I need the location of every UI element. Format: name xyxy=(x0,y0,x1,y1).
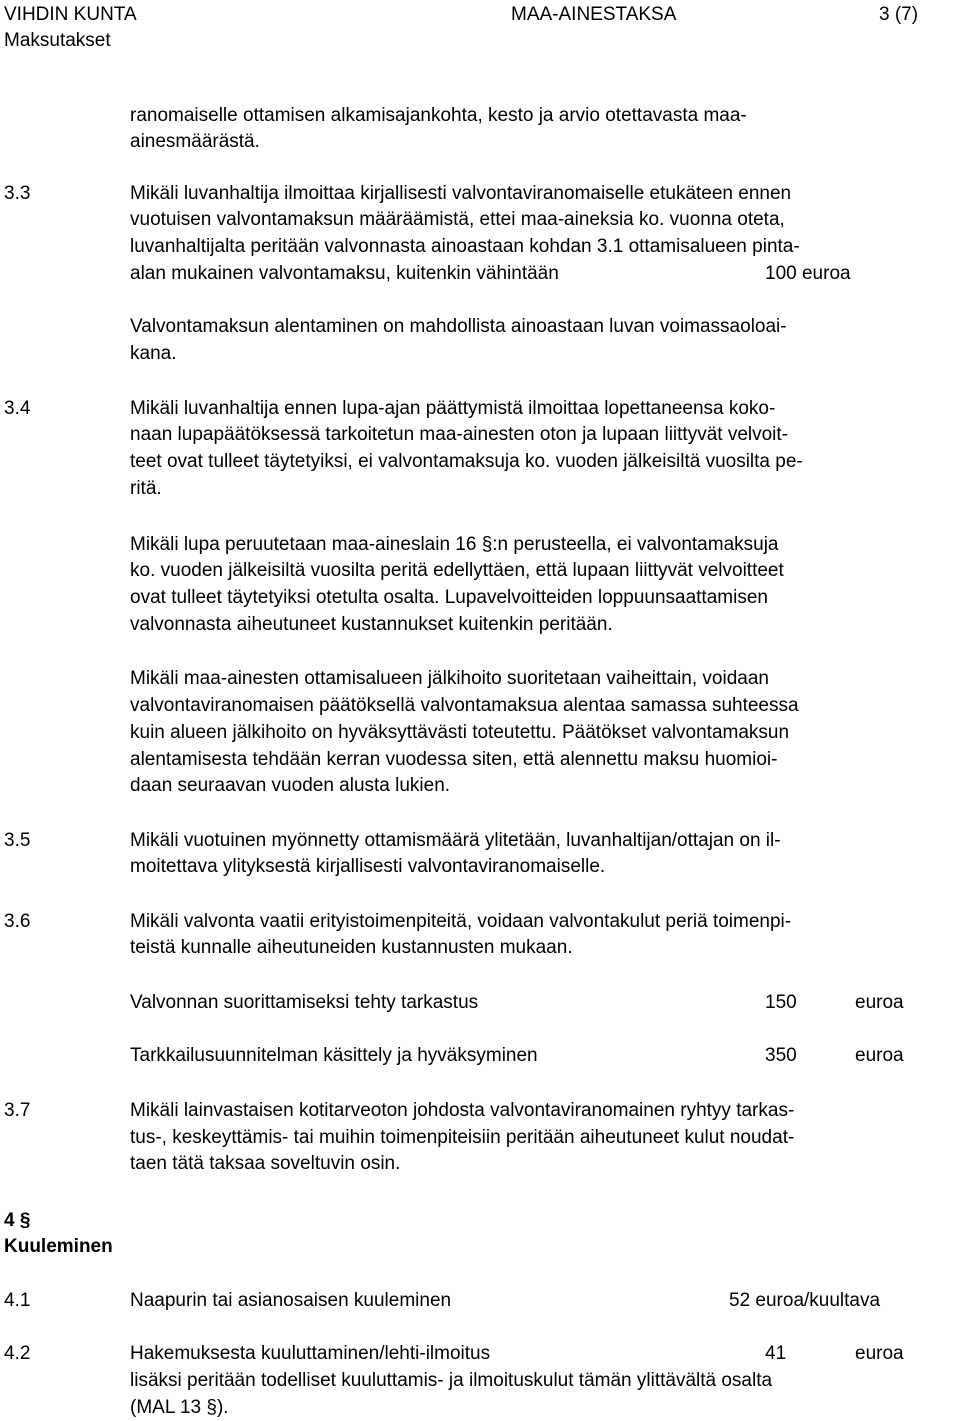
paragraph-line: Mikäli valvonta vaatii erityistoimenpiteitä, voidaan valvontakulut periä toimenpi- xyxy=(130,911,792,932)
fee-amount: 52 euroa/kuultava xyxy=(729,1290,881,1311)
section-number: 3.7 xyxy=(4,1100,31,1121)
paragraph-line: moitettava ylityksestä kirjallisesti valvontaviranomaiselle. xyxy=(130,856,606,877)
paragraph-line: lisäksi peritään todelliset kuuluttamis- ja ilmoituskulut tämän ylittävältä osalta xyxy=(130,1370,773,1391)
fee-label: Hakemuksesta kuuluttaminen/lehti-ilmoitus xyxy=(130,1343,491,1364)
header-subtitle: Maksutakset xyxy=(4,30,111,51)
fee-amount: 350 xyxy=(765,1045,797,1066)
fee-amount: 41 xyxy=(765,1343,787,1364)
paragraph-line: daan seuraavan vuoden alusta lukien. xyxy=(130,775,451,796)
paragraph-line: Mikäli luvanhaltija ilmoittaa kirjallisesti valvontaviranomaiselle etukäteen ennen xyxy=(130,183,792,204)
paragraph-line: valvonnasta aiheutuneet kustannukset kuitenkin peritään. xyxy=(130,614,613,635)
paragraph-line: Mikäli lupa peruutetaan maa-aineslain 16 §:n perusteella, ei valvontamaksuja xyxy=(130,534,779,555)
section-number: 4.1 xyxy=(4,1290,31,1311)
paragraph-line: tus-, keskeyttämis- tai muihin toimenpiteisiin peritään aiheutuneet kulut noudat- xyxy=(130,1127,795,1148)
section-number: 3.4 xyxy=(4,398,31,419)
paragraph-line: (MAL 13 §). xyxy=(130,1397,229,1418)
paragraph-line: Mikäli luvanhaltija ennen lupa-ajan päättymistä ilmoittaa lopettaneensa koko- xyxy=(130,398,776,419)
paragraph-line: Mikäli vuotuinen myönnetty ottamismäärä ylitetään, luvanhaltijan/ottajan on il- xyxy=(130,830,781,851)
paragraph-line: alan mukainen valvontamaksu, kuitenkin vähintään xyxy=(130,263,559,284)
fee-unit: euroa xyxy=(855,992,904,1013)
intro-line: ainesmäärästä. xyxy=(130,131,260,152)
section-number: 3.5 xyxy=(4,830,31,851)
paragraph-line: taen tätä taksaa soveltuvin osin. xyxy=(130,1153,401,1174)
header-page-number: 3 (7) xyxy=(879,4,919,25)
intro-line: ranomaiselle ottamisen alkamisajankohta, kesto ja arvio otettavasta maa- xyxy=(130,105,747,126)
paragraph-line: Mikäli maa-ainesten ottamisalueen jälkihoito suoritetaan vaiheittain, voidaan xyxy=(130,668,769,689)
paragraph-line: Mikäli lainvastaisen kotitarveoton johdosta valvontaviranomainen ryhtyy tarkas- xyxy=(130,1100,795,1121)
fee-label: Tarkkailusuunnitelman käsittely ja hyväksyminen xyxy=(130,1045,538,1066)
fee-unit: euroa xyxy=(855,1045,904,1066)
paragraph-line: Valvontamaksun alentaminen on mahdollista ainoastaan luvan voimassaoloai- xyxy=(130,316,787,337)
paragraph-line: alentamisesta tehdään kerran vuodessa siten, että alennettu maksu huomioi- xyxy=(130,749,778,770)
paragraph-line: luvanhaltijalta peritään valvonnasta ainoastaan kohdan 3.1 ottamisalueen pinta- xyxy=(130,236,800,257)
fee-label: Valvonnan suorittamiseksi tehty tarkastus xyxy=(130,992,479,1013)
section-heading-number: 4 § xyxy=(4,1210,31,1231)
section-number: 3.6 xyxy=(4,911,31,932)
header-org: VIHDIN KUNTA xyxy=(4,4,137,25)
fee-amount: 150 xyxy=(765,992,797,1013)
paragraph-line: kana. xyxy=(130,343,177,364)
paragraph-line: vuotuisen valvontamaksun määräämistä, ettei maa-aineksia ko. vuonna oteta, xyxy=(130,209,785,230)
paragraph-line: ko. vuoden jälkeisiltä vuosilta peritä edellyttäen, että lupaan liittyvät velvoitteet xyxy=(130,560,784,581)
header-doc-title: MAA-AINESTAKSA xyxy=(511,4,677,25)
section-heading-title: Kuuleminen xyxy=(4,1236,113,1257)
paragraph-line: ovat tulleet täytetyiksi otetulta osalta. Lupavelvoitteiden loppuunsaattamisen xyxy=(130,587,768,608)
paragraph-line: teistä kunnalle aiheutuneiden kustannusten mukaan. xyxy=(130,937,573,958)
paragraph-line: kuin alueen jälkihoito on hyväksyttävästi toteutettu. Päätökset valvontamaksun xyxy=(130,722,790,743)
paragraph-line: ritä. xyxy=(130,478,162,499)
section-number: 4.2 xyxy=(4,1343,31,1364)
paragraph-line: valvontaviranomaisen päätöksellä valvontamaksua alentaa samassa suhteessa xyxy=(130,695,799,716)
fee-unit: euroa xyxy=(855,1343,904,1364)
fee-amount: 100 euroa xyxy=(765,263,851,284)
fee-label: Naapurin tai asianosaisen kuuleminen xyxy=(130,1290,452,1311)
paragraph-line: naan lupapäätöksessä tarkoitetun maa-ainesten oton ja lupaan liittyvät velvoit- xyxy=(130,424,789,445)
paragraph-line: teet ovat tulleet täytetyiksi, ei valvontamaksuja ko. vuoden jälkeisiltä vuosilta pe- xyxy=(130,451,803,472)
section-number: 3.3 xyxy=(4,183,31,204)
